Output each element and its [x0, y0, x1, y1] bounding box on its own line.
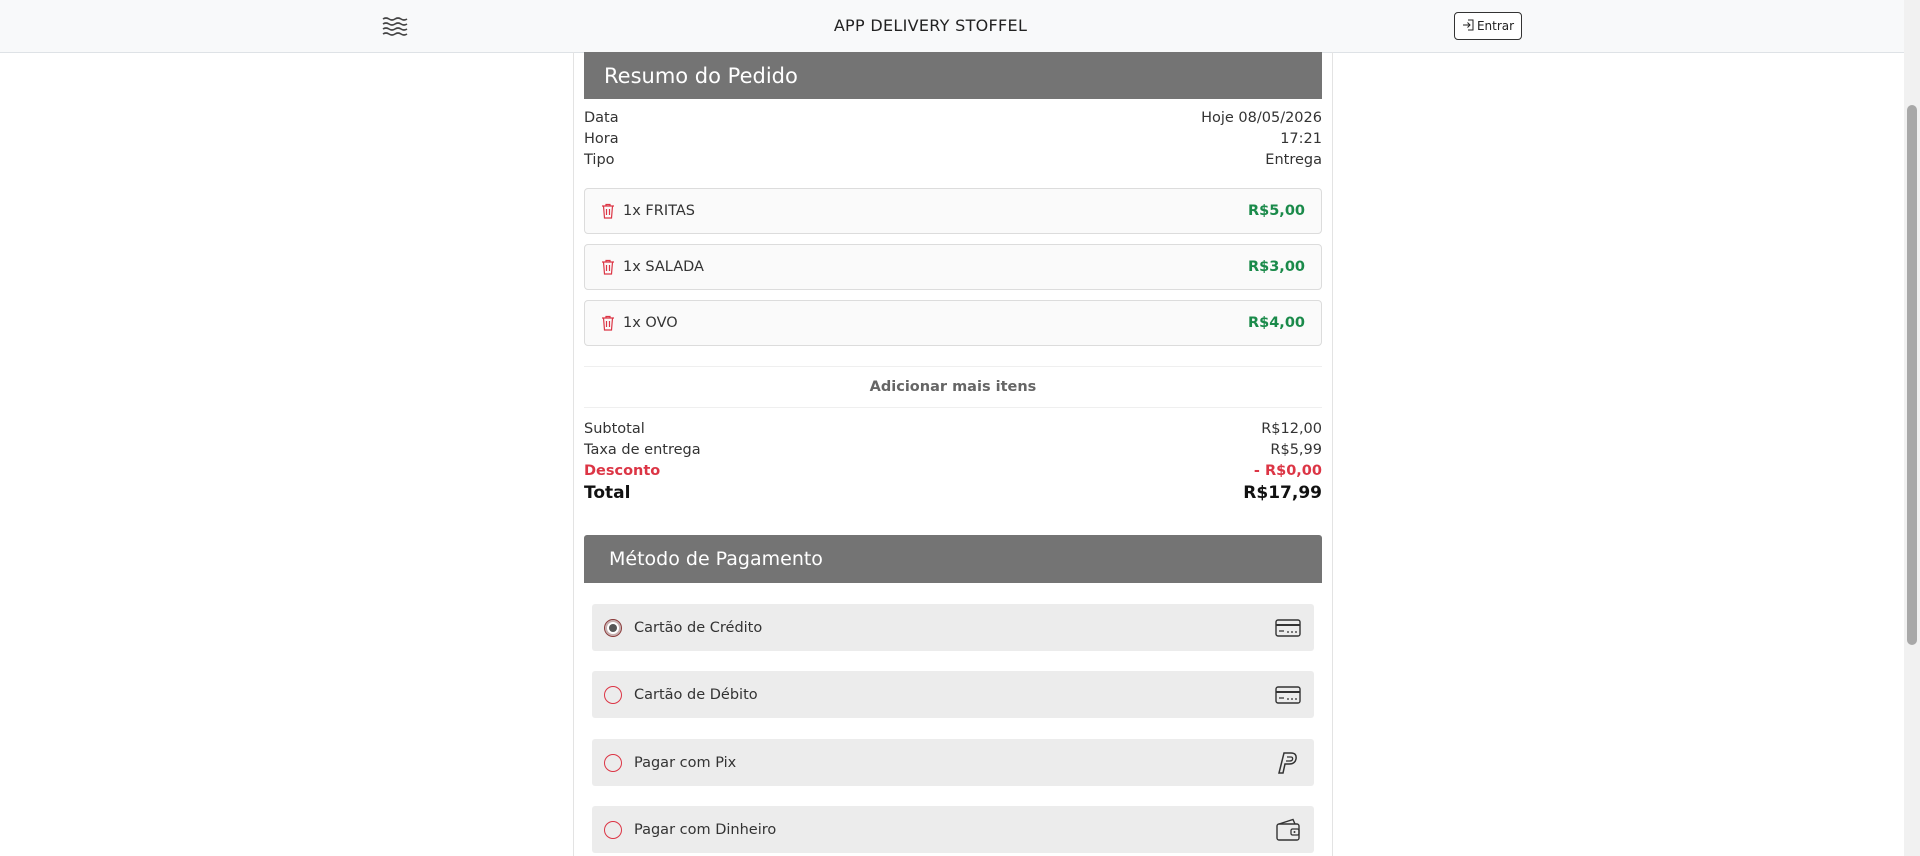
delivery-fee-row [584, 439, 1322, 460]
discount-value: - R$0,00 [1253, 462, 1322, 479]
item-name: 1x OVO [623, 315, 678, 331]
subtotal-value: R$12,00 [1261, 420, 1322, 437]
payment-method-title: Método de Pagamento [609, 548, 823, 570]
payment-option-cash[interactable] [592, 806, 1314, 853]
item-name: 1x SALADA [623, 259, 704, 275]
radio-button[interactable] [604, 619, 622, 637]
trash-icon[interactable] [601, 259, 615, 275]
credit-card-icon [1274, 615, 1302, 641]
detail-label: Data [584, 109, 619, 126]
login-label: Entrar [1476, 19, 1515, 33]
cart-item [584, 244, 1322, 290]
detail-value: Hoje 08/05/2026 [1201, 109, 1322, 126]
radio-button[interactable] [604, 754, 622, 772]
top-navbar [0, 0, 1904, 53]
trash-icon[interactable] [601, 203, 615, 219]
payment-option-label: Cartão de Débito [634, 686, 758, 703]
discount-row [584, 460, 1322, 481]
app-title: APP DELIVERY STOFFEL [833, 16, 1028, 35]
discount-label: Desconto [584, 462, 661, 479]
wallet-icon [1274, 817, 1302, 843]
detail-value: 17:21 [1280, 130, 1322, 147]
payment-option-label: Pagar com Dinheiro [634, 821, 777, 838]
detail-row-time [584, 128, 1322, 149]
order-details [584, 107, 1322, 170]
item-name: 1x FRITAS [623, 203, 695, 219]
radio-button[interactable] [604, 686, 622, 704]
cart-item [584, 300, 1322, 346]
cart-item [584, 188, 1322, 234]
delivery-fee-label: Taxa de entrega [584, 441, 701, 458]
item-price: R$5,00 [1247, 203, 1305, 219]
payment-option-credit-card[interactable] [592, 604, 1314, 651]
detail-label: Hora [584, 130, 619, 147]
subtotal-row [584, 418, 1322, 439]
detail-row-date [584, 107, 1322, 128]
payment-option-debit-card[interactable] [592, 671, 1314, 718]
trash-icon[interactable] [601, 315, 615, 331]
item-price: R$4,00 [1247, 315, 1305, 331]
login-button[interactable] [1454, 12, 1522, 40]
payment-option-label: Cartão de Crédito [634, 619, 763, 636]
detail-label: Tipo [584, 151, 615, 168]
item-price: R$3,00 [1247, 259, 1305, 275]
credit-card-icon [1274, 682, 1302, 708]
total-row [584, 481, 1322, 505]
order-summary-header [584, 52, 1322, 99]
detail-row-type [584, 149, 1322, 170]
total-label: Total [584, 483, 631, 503]
login-icon [1462, 19, 1474, 34]
subtotal-label: Subtotal [584, 420, 645, 437]
order-totals [584, 418, 1322, 505]
detail-value: Entrega [1265, 151, 1322, 168]
order-container [573, 52, 1333, 856]
payment-method-header [584, 535, 1322, 583]
payment-option-pix[interactable] [592, 739, 1314, 786]
add-more-items-button[interactable]: Adicionar mais itens [584, 366, 1322, 408]
radio-button[interactable] [604, 821, 622, 839]
scrollbar-thumb[interactable] [1907, 105, 1917, 645]
payment-option-label: Pagar com Pix [634, 754, 737, 771]
pix-icon [1274, 750, 1302, 776]
order-summary-title: Resumo do Pedido [604, 63, 798, 88]
delivery-fee-value: R$5,99 [1270, 441, 1322, 458]
total-value: R$17,99 [1243, 483, 1322, 503]
